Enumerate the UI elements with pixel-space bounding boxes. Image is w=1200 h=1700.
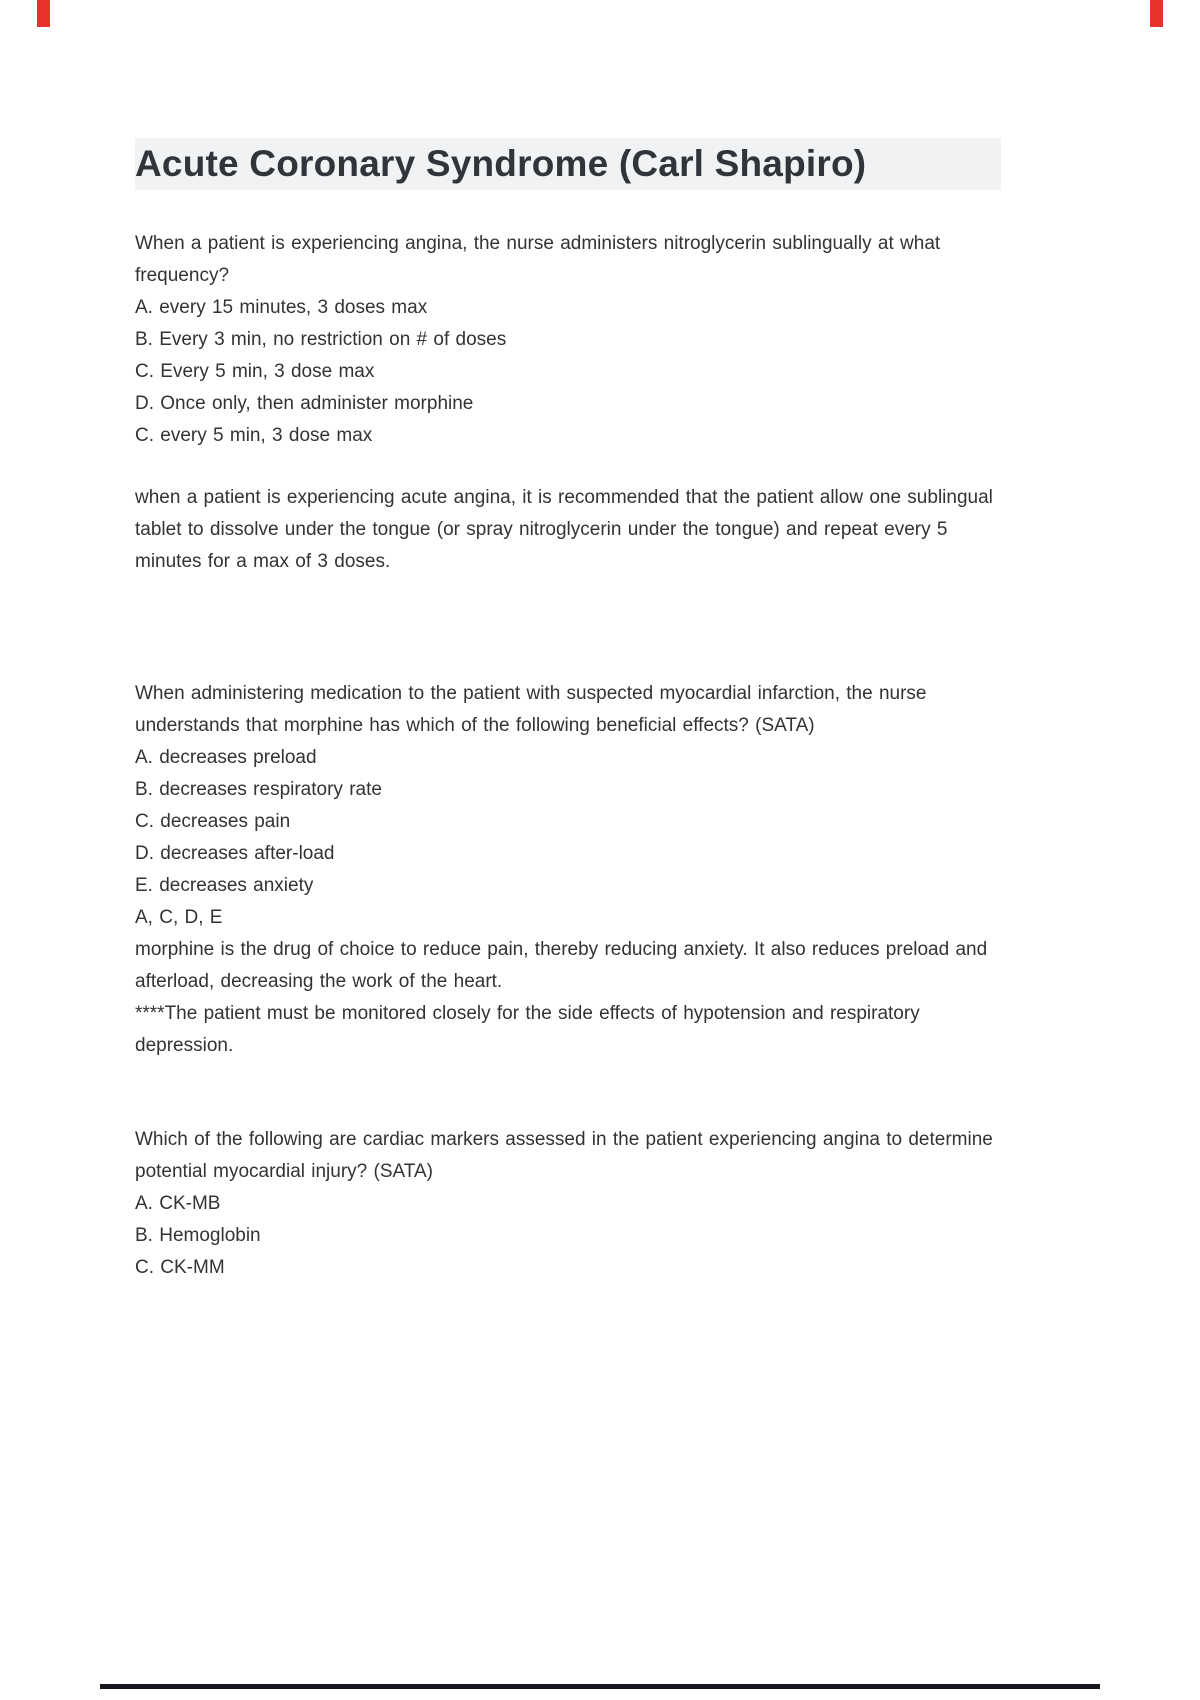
page-title: Acute Coronary Syndrome (Carl Shapiro) [135, 138, 1001, 190]
question-block-3 [135, 1124, 1001, 1284]
bottom-divider [100, 1684, 1100, 1689]
answer-option: A. decreases preload [135, 747, 317, 768]
document-content [135, 138, 1001, 1284]
explanation-text: morphine is the drug of choice to reduce pain, thereby reducing anxiety. It also reduces preload and afterload, decreasing the work of the heart. [135, 939, 988, 992]
explanation-text: when a patient is experiencing acute angina, it is recommended that the patient allow one sublingual tablet to dissolve under the tongue (or spray nitroglycerin under the tongue) and repeat every 5 minutes for a max of 3 doses. [135, 487, 993, 572]
answer-option: B. Hemoglobin [135, 1225, 261, 1246]
answer-option: A. every 15 minutes, 3 doses max [135, 297, 428, 318]
answer-option: C. Every 5 min, 3 dose max [135, 361, 375, 382]
question-text: When administering medication to the patient with suspected myocardial infarction, the nurse understands that morphine has which of the following beneficial effects? (SATA) [135, 683, 927, 736]
red-corner-mark-left [37, 0, 50, 27]
correct-answer-line: A, C, D, E [135, 907, 223, 928]
question-block-2 [135, 678, 1001, 1062]
explanation-block-1 [135, 482, 1001, 578]
answer-option: A. CK-MB [135, 1193, 221, 1214]
red-corner-mark-right [1150, 0, 1163, 27]
question-block-1 [135, 228, 1001, 452]
answer-option: D. decreases after-load [135, 843, 335, 864]
answer-option: D. Once only, then administer morphine [135, 393, 474, 414]
answer-option: C. CK-MM [135, 1257, 225, 1278]
correct-answer-line: C. every 5 min, 3 dose max [135, 425, 373, 446]
answer-option: B. decreases respiratory rate [135, 779, 382, 800]
answer-option: E. decreases anxiety [135, 875, 314, 896]
answer-option: C. decreases pain [135, 811, 291, 832]
explanation-warning-text: ****The patient must be monitored closely for the side effects of hypotension and respiratory depression. [135, 1003, 920, 1056]
answer-option: B. Every 3 min, no restriction on # of doses [135, 329, 507, 350]
question-text: Which of the following are cardiac markers assessed in the patient experiencing angina to determine potential myocardial injury? (SATA) [135, 1129, 993, 1182]
question-text: When a patient is experiencing angina, the nurse administers nitroglycerin sublingually at what frequency? [135, 233, 941, 286]
